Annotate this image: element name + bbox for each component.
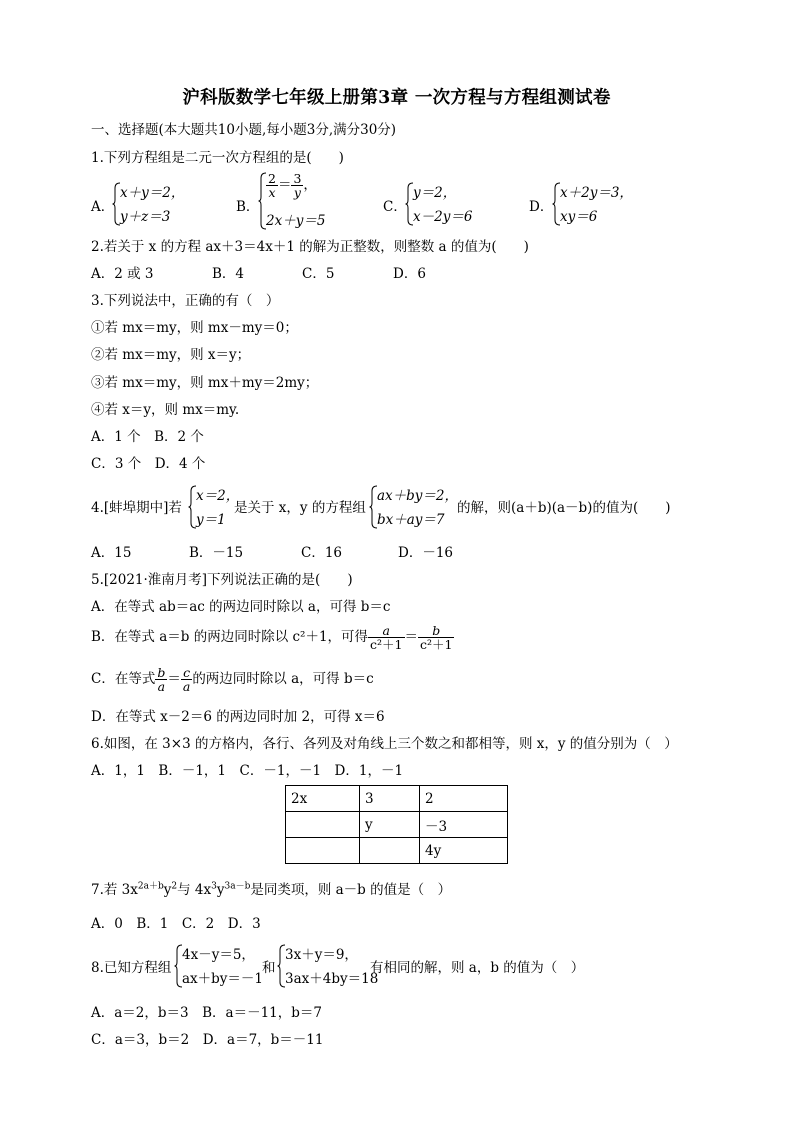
- equation-row: ax＋by＝－1: [182, 971, 264, 987]
- q8-options-cd: C．a＝3，b＝2 D．a＝7，b＝－11: [91, 1032, 324, 1048]
- section-heading: 一、选择题(本大题共10小题,每小题3分,满分30分): [91, 122, 397, 138]
- question-4-middle: 是关于 x，y 的方程组: [234, 500, 366, 516]
- equation-row: x＋2y＝3，: [560, 185, 633, 201]
- q4-option-a: A．15: [91, 545, 132, 561]
- q1-option-b-system: [258, 172, 358, 230]
- equation-row: ax＋by＝2，: [377, 488, 459, 504]
- fraction: [155, 666, 167, 693]
- table-row: [286, 786, 508, 812]
- q2-option-c: C．5: [302, 266, 335, 282]
- exponent: 2: [171, 881, 178, 892]
- equation-row: y＝2，: [413, 185, 457, 201]
- question-4-suffix: 的解，则(a＋b)(a－b)的值为( ): [457, 500, 671, 516]
- grid-cell: 3: [360, 786, 420, 812]
- exponent: 3: [211, 881, 217, 892]
- q5-option-b-text: B．在等式 a＝b 的两边同时除以 c²＋1，可得: [91, 629, 369, 645]
- q1-option-b-label: B．: [236, 199, 260, 215]
- q5-option-c-suffix: 的两边同时除以 a，可得 b＝c: [192, 671, 374, 687]
- q1-option-c-system: [405, 182, 505, 226]
- q7-text: 与 4x: [177, 882, 212, 898]
- q8-options-ab: A．a＝2，b＝3 B．a＝－11，b＝7: [91, 1005, 322, 1021]
- equation-row: x＝2，: [196, 488, 240, 504]
- q5-option-c-prefix: C．在等式: [91, 671, 156, 687]
- question-4-prefix: 4.[蚌埠期中]若: [91, 500, 182, 516]
- q4-option-b: B．－15: [189, 545, 244, 561]
- statement-2: ②若 mx＝my，则 x＝y；: [91, 347, 251, 363]
- numerator: b: [418, 624, 454, 638]
- equation-row: 3ax＋4by＝18: [285, 971, 379, 987]
- fraction: [368, 624, 404, 651]
- fraction-equation: $\frac{2}{x}$ ＝ $\frac{3}{y}$ ，: [268, 171, 317, 200]
- table-row: [286, 812, 508, 838]
- numerator: a: [368, 624, 404, 638]
- question-8-middle: 和: [262, 960, 276, 976]
- equals-sign: ＝: [404, 629, 419, 645]
- grid-cell: [286, 812, 360, 838]
- fraction: $\frac{3}{y}$: [293, 171, 302, 200]
- question-7-stem: [91, 881, 451, 899]
- question-8-prefix: 8.已知方程组: [91, 960, 172, 976]
- q1-option-a-label: A．: [91, 199, 115, 215]
- q1-option-d-label: D．: [529, 199, 554, 215]
- page-title: 沪科版数学七年级上册第3章 一次方程与方程组测试卷: [182, 88, 611, 108]
- exponent: 2a＋b: [137, 881, 164, 892]
- q4-solution-system: [188, 485, 238, 529]
- grid-cell: y: [360, 812, 420, 838]
- q5-option-b: [91, 624, 454, 651]
- equation-row: 4x－y＝5，: [182, 947, 255, 963]
- equation-row: 3x＋y＝9，: [285, 947, 358, 963]
- question-3-stem: 3.下列说法中，正确的有（ ）: [91, 293, 280, 309]
- denominator: c²＋1: [370, 637, 403, 652]
- q6-options: A．1，1 B．－1，1 C．－1，－1 D．1，－1: [91, 763, 404, 779]
- q3-options-cd: C．3 个 D．4 个: [91, 456, 206, 472]
- fraction: [181, 666, 192, 693]
- denominator: a: [157, 679, 166, 694]
- equation-row: bx＋ay＝7: [377, 512, 445, 528]
- q2-option-d: D．6: [393, 266, 426, 282]
- q2-option-b: B．4: [212, 266, 245, 282]
- magic-square-grid: [285, 785, 508, 864]
- equals-sign: ＝: [167, 671, 181, 687]
- q1-option-c-label: C．: [383, 199, 407, 215]
- q5-option-d: D．在等式 x－2＝6 的两边同时加 2，可得 x＝6: [91, 709, 385, 725]
- grid-cell: 2: [420, 786, 508, 812]
- numerator: c: [181, 666, 192, 680]
- q2-option-a: A．2 或 3: [91, 266, 154, 282]
- q4-option-d: D．－16: [398, 545, 454, 561]
- fraction: $\frac{2}{x}$: [268, 171, 276, 200]
- grid-cell: [286, 838, 360, 864]
- equation-row: y＋z＝3: [120, 209, 171, 225]
- equation-row: xy＝6: [560, 209, 598, 225]
- table-row: [286, 838, 508, 864]
- q5-option-c: [91, 666, 374, 693]
- q7-options: A．0 B．1 C．2 D．3: [91, 916, 261, 932]
- question-1-stem: 1.下列方程组是二元一次方程组的是( ): [91, 150, 344, 166]
- grid-cell: －3: [420, 812, 508, 838]
- q3-options-ab: A．1 个 B．2 个: [91, 429, 204, 445]
- q4-option-c: C．16: [301, 545, 343, 561]
- question-5-stem: 5.[2021·淮南月考]下列说法正确的是( ): [91, 572, 353, 588]
- equation-row: x－2y＝6: [413, 209, 473, 225]
- question-8-suffix: 有相同的解，则 a，b 的值为（ ）: [370, 960, 585, 976]
- q7-text: y: [163, 882, 172, 898]
- denominator: c²＋1: [420, 637, 453, 652]
- equation-row: 2x＋y＝5: [266, 213, 326, 229]
- grid-cell: 4y: [420, 838, 508, 864]
- q8-system-2: [277, 944, 377, 988]
- exponent: 3a－b: [224, 881, 251, 892]
- question-2-stem: 2.若关于 x 的方程 ax＋3＝4x＋1 的解为正整数，则整数 a 的值为( ): [91, 239, 529, 255]
- statement-1: ①若 mx＝my，则 mx－my＝0；: [91, 320, 298, 336]
- q5-option-a: A．在等式 ab＝ac 的两边同时除以 a，可得 b＝c: [91, 599, 391, 615]
- q4-equation-system: [369, 485, 459, 529]
- question-6-stem: 6.如图，在 3×3 的方格内，各行、各列及对角线上三个数之和都相等，则 x，y 的值分别为（ ）: [91, 736, 678, 752]
- fraction: [418, 624, 454, 651]
- grid-cell: [360, 838, 420, 864]
- q1-option-d-system: [552, 182, 652, 226]
- denominator: a: [182, 679, 191, 694]
- q7-text: 是同类项，则 a－b 的值是（ ）: [250, 882, 452, 898]
- statement-3: ③若 mx＝my，则 mx＋my＝2my；: [91, 375, 319, 391]
- q8-system-1: [174, 944, 264, 988]
- grid-cell: 2x: [286, 786, 360, 812]
- q1-option-a-system: [112, 182, 212, 226]
- numerator: b: [157, 665, 166, 680]
- q7-text: 7.若 3x: [91, 882, 138, 898]
- statement-4: ④若 x＝y，则 mx＝my.: [91, 402, 240, 418]
- equation-row: x＋y＝2，: [120, 185, 185, 201]
- q7-text: y: [216, 882, 225, 898]
- equation-row: y＝1: [196, 512, 226, 528]
